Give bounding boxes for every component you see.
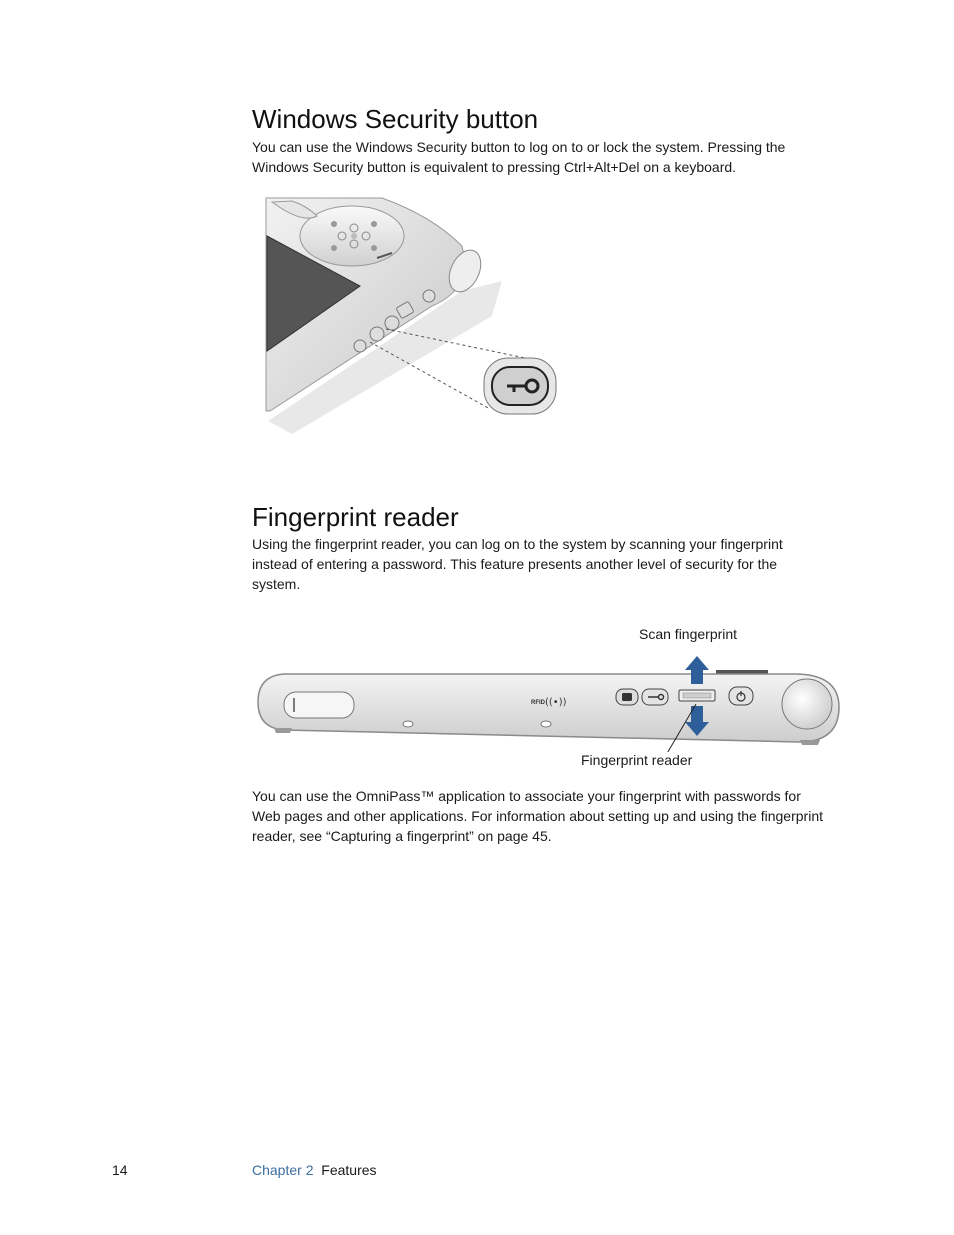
footer-section-title: Features xyxy=(321,1162,377,1178)
section-heading-fingerprint-reader: Fingerprint reader xyxy=(252,502,459,532)
scan-fingerprint-label: Scan fingerprint xyxy=(639,626,738,642)
svg-text:((•)): ((•)) xyxy=(545,697,567,708)
page-number: 14 xyxy=(112,1162,128,1178)
section-heading-windows-security: Windows Security button xyxy=(252,104,539,134)
footer-chapter-info xyxy=(252,1162,377,1178)
footer-chapter-link[interactable]: Chapter 2 xyxy=(252,1162,314,1178)
windows-security-illustration xyxy=(262,196,562,436)
fingerprint-reader-label: Fingerprint reader xyxy=(581,752,693,768)
section-body-fingerprint-reader: Using the fingerprint reader, you can log on to the system by scanning your fingerprint instead of entering a password. This feature presents another level of security for the system. xyxy=(252,536,783,592)
section-body-omnipass: You can use the OmniPass™ application to associate your fingerprint with passwords for Web pages and other applications. For information about setting up and using the fingerprint reader, see “Capturing a fingerprint” on page 45. xyxy=(252,788,823,844)
rfid-label: RFID xyxy=(531,700,545,706)
section-body-windows-security: You can use the Windows Security button to log on to or lock the system. Pressing the Windows Security button is equivalent to pressing Ctrl+Alt+Del on a keyboard. xyxy=(252,139,786,175)
fingerprint-reader-illustration xyxy=(254,652,844,752)
